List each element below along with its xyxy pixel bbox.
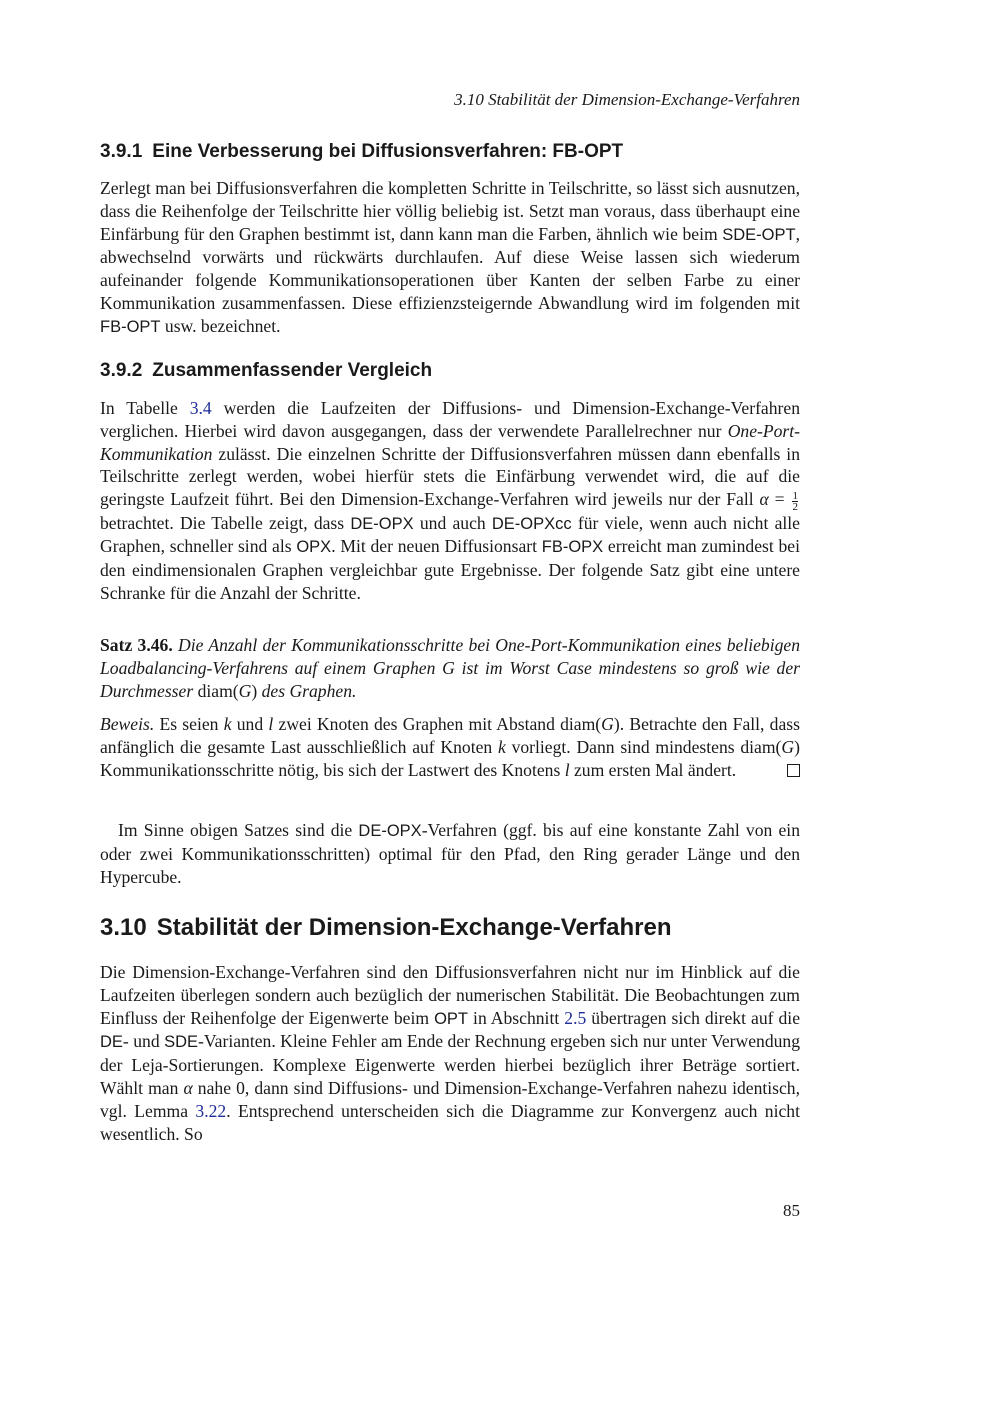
section-title: Eine Verbesserung bei Diffusionsverfahren: FB-OPT: [152, 141, 624, 162]
cross-reference-link[interactable]: 3.4: [189, 398, 212, 418]
text-run: usw. bezeichnet.: [160, 315, 281, 336]
text-run: One-Port-Kommunikation: [100, 420, 800, 464]
section-title: Stabilität der Dimension-Exchange-Verfahren: [156, 914, 672, 941]
text-run: zum ersten Mal ändert.: [569, 759, 737, 780]
text-run: In Tabelle: [100, 398, 190, 418]
section-title: Zusammenfassender Vergleich: [152, 360, 433, 381]
text-run: nahe 0, dann sind Diffusions- und Dimension-Exchange-Verfahren nahezu identisch, vgl. Lemma: [100, 1077, 800, 1121]
text-run: k: [223, 714, 232, 734]
section-number: 3.9.1: [100, 141, 143, 162]
text-run: FB-OPX: [541, 538, 604, 557]
text-run: zwei Knoten des Graphen mit Abstand diam(: [273, 714, 602, 734]
text-run: Die Dimension-Exchange-Verfahren sind den Diffusionsverfahren nicht nur im Hinblick auf die Laufzeiten überlegen sondern auch bezüglich der numerischen Stabilität. Die Beobachtungen zum Einfluss der Reihenfolge der Eigenwerte beim: [100, 962, 800, 1028]
text-run: erreicht man zumindest bei den eindimensionalen Graphen vergleichbar gute Ergebnisse. Der folgende Satz gibt eine untere Schranke für die Anzahl der Schritte.: [100, 536, 800, 604]
denominator: 2: [792, 500, 798, 513]
cross-reference-link[interactable]: 3.22: [195, 1100, 227, 1121]
text-run: G: [238, 680, 252, 701]
paragraph: [100, 819, 800, 888]
qed-square-icon: [787, 764, 800, 777]
section-number: 3.9.2: [100, 360, 143, 381]
text-run: . Entsprechend unterscheiden sich die Diagramme zur Konvergenz auch nicht wesentlich. So: [100, 1100, 800, 1144]
paragraph: [100, 397, 800, 605]
text-run: DE-OPX: [358, 822, 422, 840]
text-run: und auch: [413, 512, 492, 533]
text-run: diam(: [197, 680, 239, 701]
text-run: G: [781, 736, 795, 757]
text-run: . Mit der neuen Diffusionsart: [331, 536, 542, 557]
paragraph: [100, 961, 800, 1145]
section-heading-3-9-1: [100, 141, 623, 163]
text-run: SDE: [164, 1033, 199, 1052]
text-run: =: [768, 489, 791, 510]
text-run: des Graphen.: [257, 680, 357, 701]
proof: [100, 713, 800, 781]
running-header: 3.10 Stabilität der Dimension-Exchange-Verfahren: [454, 90, 800, 109]
page-number: 85: [783, 1201, 800, 1220]
text-run: - und: [122, 1031, 165, 1052]
text-run: k: [497, 736, 506, 757]
text-run: Zerlegt man bei Diffusionsverfahren die kompletten Schritte in Teilschritte, so lässt sich ausnutzen, dass die Reihenfolge der Teilschritte hier völlig beliebig ist. Setzt man voraus, dass überhaupt eine Einfärbung für den Graphen bestimmt ist, dann kann man die Farben, ähnlich wie beim: [100, 178, 800, 244]
cross-reference-link[interactable]: 2.5: [564, 1007, 587, 1028]
text-run: OPT: [434, 1009, 469, 1028]
text-run: ) Kommunikationsschritte nötig, bis sich der Lastwert des Knotens: [100, 736, 800, 780]
text-run: Satz 3.46.: [100, 635, 173, 655]
text-run: zulässt. Die einzelnen Schritte der Diffusionsverfahren müssen dann ebenfalls in Teilschritte zerlegt werden, wobei hierfür stets die Einfärbung verwendet wird, die auf die geringste Laufzeit führt. Bei den Dimension-Exchange-Verfahren wird jeweils nur der Fall: [100, 443, 800, 510]
section-heading-3-10: [100, 914, 672, 942]
text-run: Beweis.: [100, 714, 155, 734]
text-run: werden die Laufzeiten der Diffusions- und Dimension-Exchange-Verfahren verglichen. Hierbei wird davon ausgegangen, dass der verwendete Parallelrechner nur: [100, 398, 800, 441]
theorem: [100, 634, 800, 702]
text-run: FB-OPT: [100, 317, 161, 336]
text-run: -Varianten. Kleine Fehler am Ende der Rechnung ergeben sich nur unter Verwendung der Leja-Sortierungen. Komplexe Eigenwerte werden hierbei bezüglich ihrer Beträge sortiert. Wählt man: [100, 1031, 801, 1098]
text-run: ). Betrachte den Fall, dass anfänglich die gesamte Last ausschließlich auf Knoten: [100, 714, 800, 757]
text-run: , abwechselnd vorwärts und rückwärts durchlaufen. Auf diese Weise lassen sich wiederum aufeinander folgende Kommunikationsoperationen über Kanten der selben Farbe zu einer Kommunikation zusammenfassen. Diese effizienzsteigernde Abwandlung wird im folgenden mit: [100, 223, 800, 313]
text-run: vorliegt. Dann sind mindestens diam(: [505, 736, 782, 757]
text-run: Im Sinne obigen Satzes sind die: [118, 820, 359, 840]
text-run: -Verfahren (ggf. bis auf eine konstante Zahl von ein oder zwei Kommunikationsschritten) optimal für den Pfad, den Ring gerader Länge und den Hypercube.: [100, 820, 800, 887]
text-run: α: [759, 489, 769, 510]
numerator: 1: [792, 489, 798, 502]
text-run: und: [231, 714, 269, 734]
text-run: DE-OPXcc: [491, 514, 572, 533]
text-run: DE: [100, 1033, 123, 1052]
text-run: l: [564, 759, 570, 780]
text-run: betrachtet. Die Tabelle zeigt, dass: [100, 512, 351, 533]
section-number: 3.10: [100, 914, 147, 941]
text-run: l: [268, 714, 274, 734]
text-run: OPX: [296, 538, 332, 557]
text-run: Die Anzahl der Kommunikationsschritte bei One-Port-Kommunikation eines beliebigen Loadbalancing-Verfahrens auf einem Graphen G ist im Worst Case mindestens so groß wie der Durchmesser: [100, 635, 800, 701]
text-run: in Abschnitt: [468, 1007, 565, 1028]
text-run: DE-OPX: [350, 514, 414, 533]
paragraph: [100, 177, 800, 339]
fraction: [792, 491, 798, 512]
text-run: übertragen sich direkt auf die: [586, 1007, 801, 1028]
text-run: Es seien: [154, 714, 224, 734]
text-run: SDE-OPT: [722, 225, 796, 244]
text-run: α: [183, 1077, 193, 1098]
text-run: für viele, wenn auch nicht alle Graphen, schneller sind als: [100, 512, 800, 557]
section-heading-3-9-2: [100, 360, 432, 382]
text-run: ): [251, 680, 258, 701]
text-run: G: [601, 714, 614, 734]
